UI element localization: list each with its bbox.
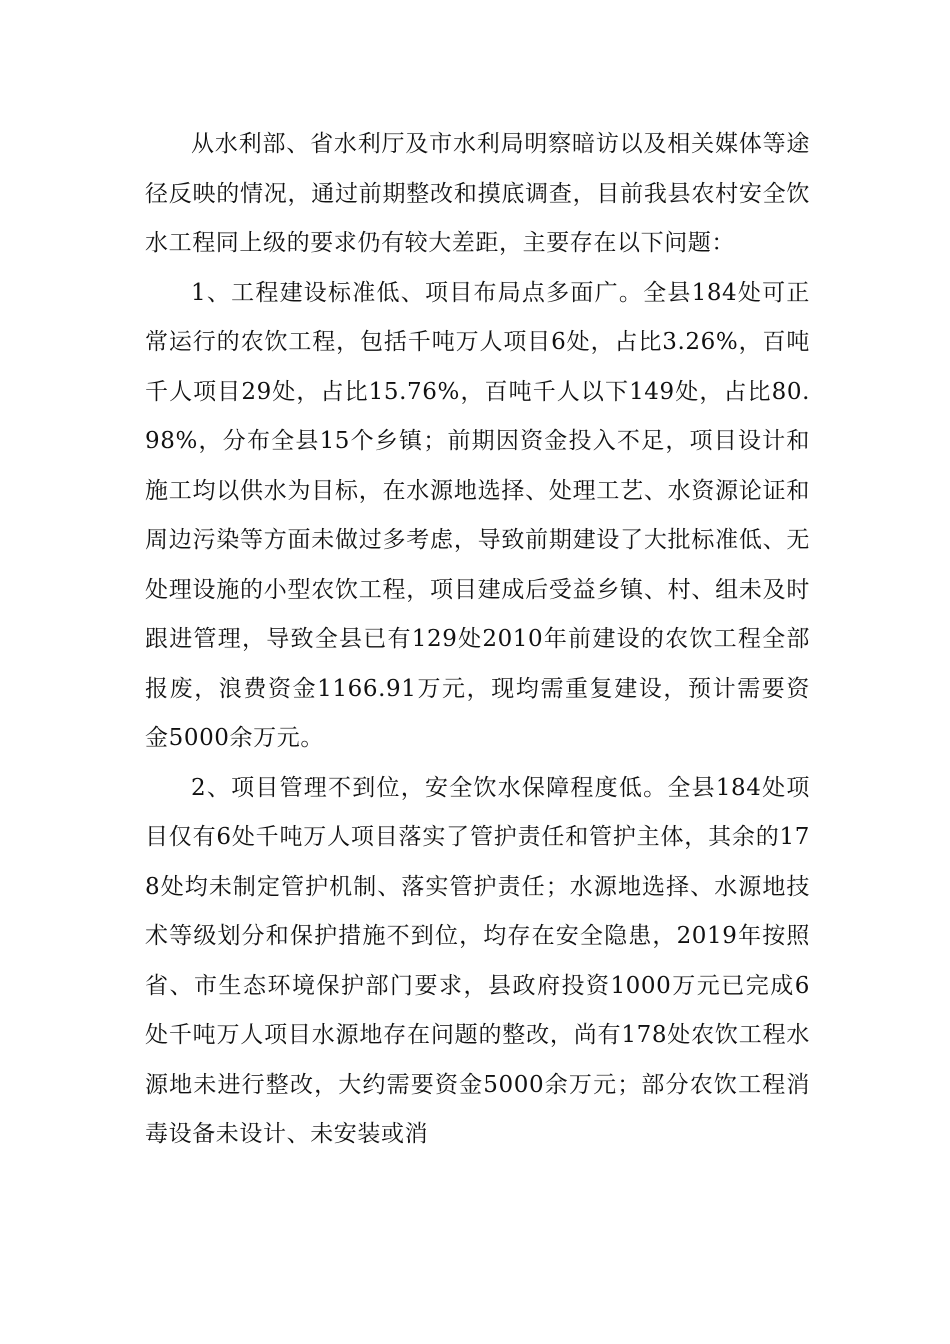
paragraph-intro bbox=[145, 120, 810, 269]
issue-2-heading: 2、项目管理不到位，安全饮水保障程度低。 bbox=[191, 774, 668, 801]
issue-1-text: 全县184处可正常运行的农饮工程，包括千吨万人项目6处，占比3.26%，百吨千人项目29处，占比15.76%，百吨千人以下149处，占比80.98%，分布全县15个乡镇；前期因资金投入不足，项目设计和施工均以供水为目标，在水源地选择、处理工艺、水资源论证和周边污染等方面未做过多考虑，导致前期建设了大批标准低、无处理设施的小型农饮工程，项目建成后受益乡镇、村、组未及时跟进管理，导致全县已有129处2010年前建设的农饮工程全部报废，浪费资金1166.91万元，现均需重复建设，预计需要资金5000余万元。 bbox=[145, 279, 810, 751]
paragraph-issue-2 bbox=[145, 764, 810, 1160]
paragraph-issue-1 bbox=[145, 269, 810, 764]
issue-1-heading: 1、工程建设标准低、项目布局点多面广。 bbox=[191, 279, 644, 306]
paragraph-intro-text: 从水利部、省水利厅及市水利局明察暗访以及相关媒体等途径反映的情况，通过前期整改和摸底调查，目前我县农村安全饮水工程同上级的要求仍有较大差距，主要存在以下问题： bbox=[145, 131, 810, 256]
document-body bbox=[145, 120, 810, 1160]
issue-2-text: 全县184处项目仅有6处千吨万人项目落实了管护责任和管护主体，其余的178处均未制定管护机制、落实管护责任；水源地选择、水源地技术等级划分和保护措施不到位，均存在安全隐患，2019年按照省、市生态环境保护部门要求，县政府投资1000万元已完成6处千吨万人项目水源地存在问题的整改，尚有178处农饮工程水源地未进行整改，大约需要资金5000余万元；部分农饮工程消毒设备未设计、未安装或消 bbox=[145, 774, 810, 1147]
